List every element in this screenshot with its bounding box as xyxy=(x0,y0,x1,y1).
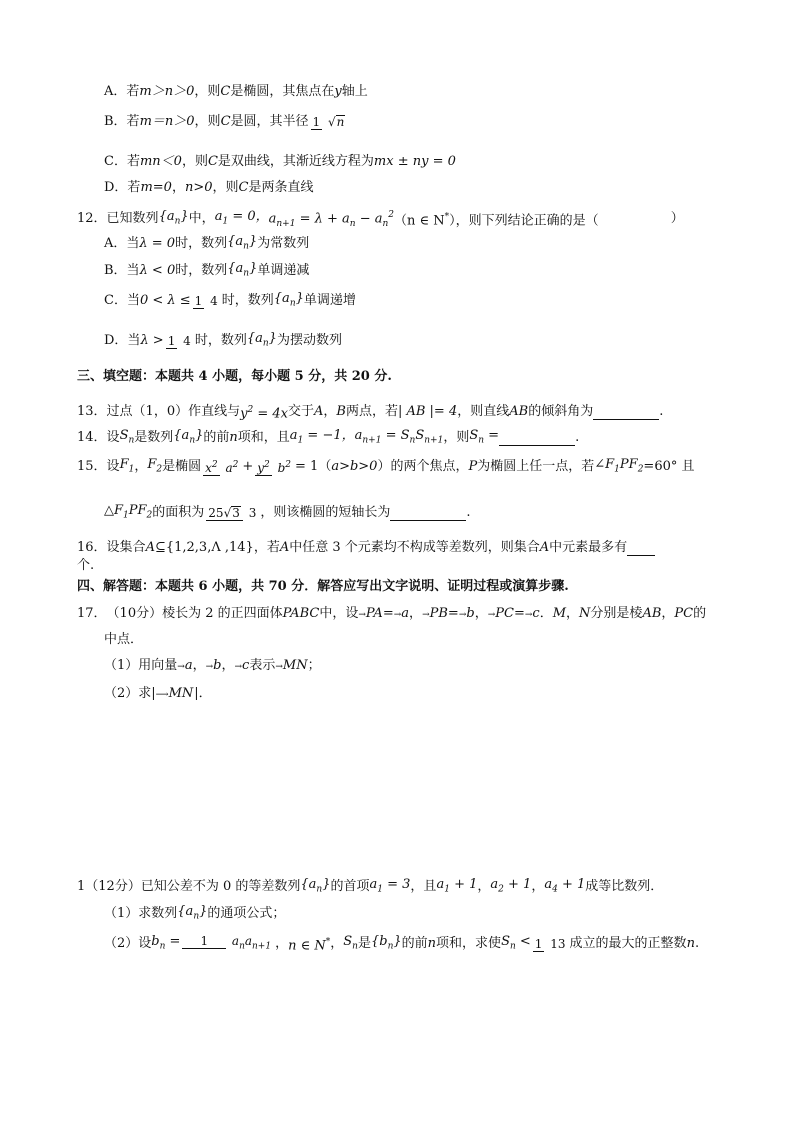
vector-a: →a xyxy=(393,605,410,621)
question-text: 设集合 xyxy=(106,540,146,555)
fraction-denominator: 4 xyxy=(183,333,191,348)
question-number: 17． xyxy=(77,606,107,621)
question-text: ， xyxy=(661,606,675,621)
part-text: 表示 xyxy=(249,658,276,673)
question-text: 中任意 3 个元素均不构成等差数列，则集合 xyxy=(289,540,540,555)
fraction-denominator: 4 xyxy=(210,293,218,308)
q12-stem xyxy=(77,206,684,233)
q18-part-1 xyxy=(104,903,285,926)
q17-line-1 xyxy=(77,602,706,626)
point-symbol: N xyxy=(579,606,591,621)
answer-blank[interactable] xyxy=(499,431,575,446)
vector-PB: →PB xyxy=(422,605,448,621)
option-text: ，则 xyxy=(212,180,239,195)
option-text: 是双曲线，其渐近线方程为 xyxy=(217,154,374,169)
radicand: n xyxy=(336,115,345,129)
fraction-denominator: √ n xyxy=(328,115,345,129)
q17-part-1 xyxy=(104,655,321,677)
part-text: ． xyxy=(198,686,212,701)
point-symbol: B xyxy=(336,404,346,420)
sequence-symbol: $\{a_n\}$ xyxy=(177,904,208,922)
sum-symbol: $S_n$ < xyxy=(501,933,531,952)
question-text: 成等比数列． xyxy=(585,879,664,895)
q11-option-b xyxy=(104,104,349,140)
question-text: ，若 xyxy=(253,540,280,555)
question-text: =60° 且 xyxy=(643,459,695,474)
part-text: ； xyxy=(307,658,321,673)
set-symbol: A xyxy=(279,540,290,555)
condition: a>b>0 xyxy=(331,459,378,474)
question-number: 15． xyxy=(77,459,107,474)
question-text: 的面积为 xyxy=(152,505,205,520)
radius-fraction xyxy=(311,115,348,129)
condition: λ > xyxy=(140,333,164,348)
option-text: ，则 xyxy=(181,154,208,169)
answer-blank[interactable] xyxy=(627,541,655,556)
chord-length: | AB |= 4 xyxy=(397,404,458,420)
edge-symbol: PC xyxy=(674,606,694,621)
section-4-heading: 四、解答题：本题共 6 小题，共 70 分．解答应写出文字说明、证明过程或演算步骤. xyxy=(77,579,569,594)
bn-fraction: 1 $a_na_{n+1}$ xyxy=(182,935,273,953)
option-text: 轴上 xyxy=(341,84,368,99)
question-text: . xyxy=(575,430,580,446)
question-text: 设 xyxy=(106,459,120,474)
question-text: ， xyxy=(134,459,148,474)
point-symbol: A xyxy=(313,404,324,420)
quarter-fraction xyxy=(166,335,193,348)
fraction-numerator: 1 xyxy=(167,333,176,348)
condition-mn-lt-0: mn＜0 xyxy=(139,154,182,169)
fraction-numerator: 1 xyxy=(194,293,203,308)
equals: = xyxy=(382,606,394,621)
option-text: 为常数列 xyxy=(257,236,310,252)
part-text: ， xyxy=(221,658,235,673)
question-text: ）的两个焦点， xyxy=(377,459,469,474)
question-text: 是数列 xyxy=(134,430,174,446)
bound-fraction: 1 13 xyxy=(534,936,566,951)
sequence-symbol: $\{a_n\}$ xyxy=(246,330,277,349)
q12-option-b xyxy=(104,260,309,283)
question-text: . xyxy=(659,404,664,420)
part-text: 的前 xyxy=(401,936,428,951)
part-text: 的通项公式； xyxy=(207,906,286,922)
option-text: 单调递减 xyxy=(257,263,310,279)
term: $a_2 + 1$ xyxy=(490,877,532,895)
question-text: 项和，且 xyxy=(237,430,290,446)
sequence-symbol: $\{a_n\}$ xyxy=(227,234,258,252)
question-text: （12分）已知公差不为 0 的等差数列 xyxy=(85,879,301,895)
option-label: C．当 xyxy=(104,293,140,308)
vector-PC: →PC xyxy=(487,605,514,621)
question-text: ． xyxy=(539,606,553,621)
triangle-symbol: $\triangle F_1PF_2$ xyxy=(104,502,153,521)
option-label: D．当 xyxy=(104,333,141,348)
question-number: 16． xyxy=(77,540,107,555)
option-text: 是两条直线 xyxy=(248,180,314,195)
point-symbol: P xyxy=(468,459,478,474)
answer-blank[interactable] xyxy=(593,405,659,420)
question-text: 中，设 xyxy=(319,606,359,621)
term: $a_4 + 1$ xyxy=(544,877,586,895)
option-label: B．当 xyxy=(104,263,140,279)
question-number: 12． xyxy=(77,211,107,227)
vector-c: →c xyxy=(234,657,250,673)
q13 xyxy=(77,401,663,423)
option-label: B．若 xyxy=(104,114,140,129)
question-text: ， xyxy=(531,879,545,895)
option-text: 单调递增 xyxy=(303,293,356,308)
question-number: 14． xyxy=(77,430,107,446)
question-text: ， xyxy=(474,606,488,621)
vector-PA: →PA xyxy=(358,605,383,621)
part-text: . xyxy=(694,936,700,951)
question-text: 为椭圆上任一点，若 xyxy=(477,459,595,474)
question-number: 1 xyxy=(77,879,86,895)
part-text: （2）求 xyxy=(104,686,152,701)
q11-option-c xyxy=(104,153,456,171)
sum-symbol: $S_n$ xyxy=(343,933,358,952)
q16-line-2: 个. xyxy=(77,558,95,573)
part-text: 是 xyxy=(357,936,371,951)
focus-symbol: $F_2$ xyxy=(147,456,163,475)
q18-stem xyxy=(77,876,663,899)
question-text: ） xyxy=(670,211,684,227)
q12-option-d xyxy=(104,325,342,357)
curve-symbol: C xyxy=(220,114,231,129)
question-text: 的倾斜角为 xyxy=(528,404,594,420)
part-text: （2）设 xyxy=(104,936,152,951)
question-text: ， xyxy=(477,879,491,895)
condition-m-gt-n-gt-0: m＞n＞0 xyxy=(139,84,195,99)
asymptote-equation: mx ± ny = 0 xyxy=(373,154,456,169)
parabola-equation: $y^2 = 4x$ xyxy=(240,405,288,422)
part-text: （1）求数列 xyxy=(104,906,178,922)
equals: = xyxy=(447,606,459,621)
variable-n: n xyxy=(686,936,695,951)
question-text: 的前 xyxy=(203,430,230,446)
sequence-symbol: $\{a_n\}$ xyxy=(158,209,189,227)
q15-line-1 xyxy=(77,447,695,487)
question-text: 是椭圆 xyxy=(162,459,202,474)
question-number: 13． xyxy=(77,404,107,420)
option-text: 是圆，其半径 xyxy=(230,114,309,129)
question-text: 的首项 xyxy=(330,879,370,895)
line-symbol: AB xyxy=(509,404,529,420)
plus-sign: + xyxy=(242,459,254,474)
option-text: 时，数列 xyxy=(175,263,228,279)
question-text: ， xyxy=(566,606,580,621)
subset-symbol: ⊆ xyxy=(154,540,166,555)
abs-bar: | xyxy=(194,686,199,701)
vector-MN: →MN xyxy=(275,657,308,673)
option-text: 时，数列 xyxy=(175,236,228,252)
section-3-heading: 三、填空题：本题共 4 小题，每小题 5 分，共 20 分. xyxy=(77,369,392,384)
condition: 0 < λ ≤ xyxy=(139,293,191,308)
tetrahedron-symbol: PABC xyxy=(282,606,320,621)
part-text: ， xyxy=(330,936,344,951)
question-text: 的 xyxy=(693,606,707,621)
sequence-symbol: $\{a_n\}$ xyxy=(173,428,204,446)
q11-option-d xyxy=(104,179,313,197)
option-text: ，则 xyxy=(194,114,221,129)
question-text: = 1（ xyxy=(295,459,332,474)
area-fraction: 25√ 3 3 xyxy=(208,506,257,520)
vector-b: →b xyxy=(205,657,222,673)
question-text: 交于 xyxy=(287,404,314,420)
option-text: 时，数列 xyxy=(221,293,274,308)
sum-symbol: $S_n$ xyxy=(119,428,135,446)
question-text: 过点（1，0）作直线与 xyxy=(106,404,241,420)
condition-m-eq-n-gt-0: m＝n＞0 xyxy=(139,114,195,129)
part-text: ， xyxy=(275,936,289,951)
question-text: ，则直线 xyxy=(457,404,510,420)
vector-b: →b xyxy=(458,605,475,621)
set-symbol: A xyxy=(539,540,550,555)
question-text: 两点，若 xyxy=(345,404,398,420)
recurrence: $a_{n+1} = S_nS_{n+1}$ xyxy=(354,428,444,446)
curve-symbol: C xyxy=(220,84,231,99)
option-text: ， xyxy=(171,180,185,195)
option-text: 是椭圆，其焦点在 xyxy=(230,84,335,99)
q17-part-2 xyxy=(104,683,212,705)
option-text: ，则 xyxy=(194,84,221,99)
q17-line-2: 中点． xyxy=(104,632,144,647)
condition: λ < 0 xyxy=(139,263,176,279)
option-label: C．若 xyxy=(104,154,140,169)
question-text: 设 xyxy=(106,430,120,446)
question-text: （10分）棱长为 2 的正四面体 xyxy=(106,606,283,621)
initial-term: $a_1 = 0$， xyxy=(214,209,269,227)
q16-line-1 xyxy=(77,539,655,557)
variable-n: n xyxy=(427,936,437,951)
part-text: （1）用向量 xyxy=(104,658,178,673)
sequence-symbol: $\{a_n\}$ xyxy=(227,261,258,279)
set-symbol: A xyxy=(145,540,155,555)
q18-part-2 xyxy=(104,924,699,964)
option-label: A．当 xyxy=(104,236,140,252)
term: $a_1 + 1$ xyxy=(436,877,478,895)
question-text: ，则 xyxy=(443,430,470,446)
fraction-numerator: 1 xyxy=(312,115,321,129)
q12-option-c xyxy=(104,285,356,317)
variable-n: n xyxy=(229,430,238,446)
point-symbol: M xyxy=(552,606,567,621)
question-text: ， xyxy=(409,606,423,621)
recurrence: $a_{n+1} = \lambda + a_n - a_n^2$ xyxy=(268,210,395,229)
q11-option-a xyxy=(104,83,368,101)
equals: = xyxy=(513,606,525,621)
abs-bar: | xyxy=(151,686,156,701)
sequence-symbol: $\{a_n\}$ xyxy=(300,877,331,895)
question-text: 中元素最多有 xyxy=(549,540,628,555)
answer-blank[interactable] xyxy=(390,506,466,521)
x-term-fraction: $x^2$ $a^2$ xyxy=(205,460,239,475)
question-text: ，且 xyxy=(410,879,437,895)
question-text: ，则该椭圆的短轴长为 xyxy=(260,505,391,520)
q12-option-a xyxy=(104,233,309,256)
sequence-symbol: $\{b_n\}$ xyxy=(370,933,402,952)
edge-symbol: AB xyxy=(642,606,662,621)
part-text: ， xyxy=(192,658,206,673)
part-text: 成立的最大的正整数 xyxy=(569,936,687,951)
option-text: 时，数列 xyxy=(194,333,247,348)
bn-symbol: $b_n$ = xyxy=(151,933,181,952)
vector-a: →a xyxy=(177,657,193,673)
curve-symbol: C xyxy=(207,154,218,169)
sum-symbol: $S_n$ = xyxy=(469,428,500,446)
initial-term: $a_1 = -1$， xyxy=(289,428,355,446)
focus-symbol: $F_1$ xyxy=(119,456,135,475)
axis-symbol: y xyxy=(334,84,342,99)
option-text: 为摆动数列 xyxy=(276,333,342,348)
vector-c: →c xyxy=(524,605,540,621)
question-text: 中， xyxy=(188,211,215,227)
question-text: ， xyxy=(323,404,337,420)
vector-MN: ⟶MN xyxy=(155,685,194,701)
condition: n>0 xyxy=(184,180,213,195)
part-text: 项和，求使 xyxy=(436,936,502,951)
option-label: A．若 xyxy=(104,84,140,99)
question-text: 已知数列 xyxy=(106,211,159,227)
y-term-fraction: $y^2$ $b^2$ xyxy=(257,460,292,475)
domain-condition: n ∈ N* xyxy=(288,936,331,954)
quarter-fraction xyxy=(193,295,220,308)
q15-line-2 xyxy=(104,493,471,533)
condition: λ = 0 xyxy=(139,236,176,252)
curve-symbol: C xyxy=(238,180,249,195)
domain-condition: （n ∈ N*），则下列结论正确的是（ xyxy=(394,212,599,229)
initial-term: $a_1 = 3$ xyxy=(369,877,411,895)
set-literal: {1,2,3,Λ ,14} xyxy=(165,540,254,555)
question-text: 分别是棱 xyxy=(590,606,643,621)
option-label: D．若 xyxy=(104,180,141,195)
angle-condition: $\angle F_1PF_2$ xyxy=(594,456,644,475)
condition: m=0 xyxy=(140,180,172,195)
sequence-symbol: $\{a_n\}$ xyxy=(273,290,304,309)
question-text: . xyxy=(466,505,471,520)
